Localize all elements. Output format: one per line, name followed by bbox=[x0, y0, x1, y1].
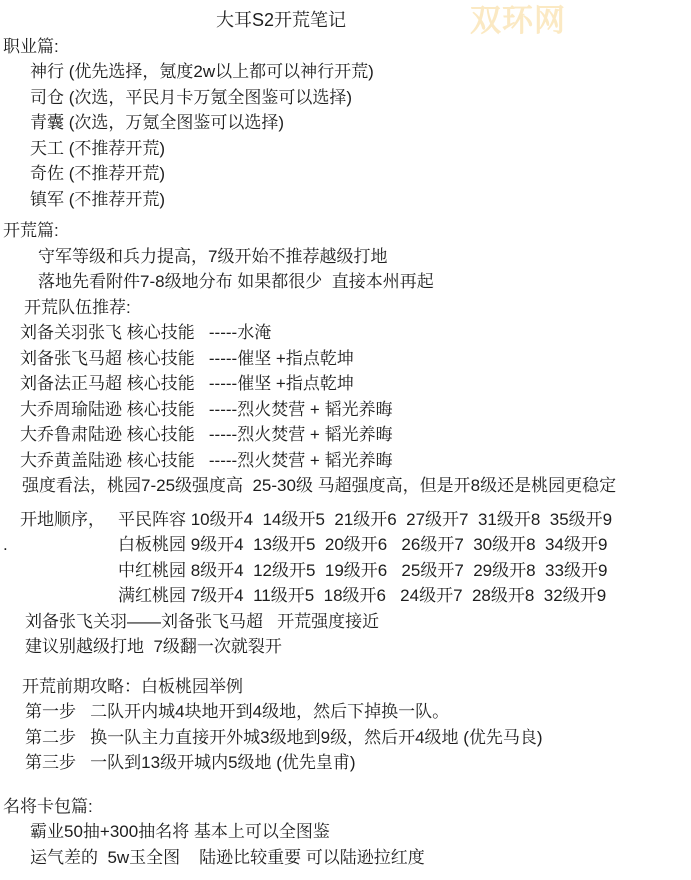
guide-step: 第二步 换一队主力直接开外城3级地到9级，然后开4级地 (优先马良) bbox=[25, 727, 543, 747]
land-order-row bbox=[118, 558, 691, 584]
kaihuang-note: 守军等级和兵力提高，7级开始不推荐越级打地 bbox=[38, 246, 388, 266]
team-line: 大乔周瑜陆逊 核心技能 -----烈火焚营 + 韬光养晦 bbox=[20, 399, 393, 419]
section-gap bbox=[0, 660, 691, 674]
team-recommend-heading: 开荒队伍推荐: bbox=[24, 297, 131, 317]
card-pack-item: 运气差的 5w玉全图 陆逊比较重要 可以陆逊拉红度 bbox=[30, 847, 425, 867]
page-title: 大耳S2开荒笔记 bbox=[215, 10, 347, 30]
land-order-row bbox=[3, 532, 691, 558]
section-heading-profession: 职业篇: bbox=[3, 36, 59, 56]
section-gap bbox=[0, 499, 691, 507]
team-line: 大乔黄盖陆逊 核心技能 -----烈火焚营 + 韬光养晦 bbox=[20, 450, 393, 470]
advice-line: 建议别越级打地 7级翻一次就裂开 bbox=[25, 637, 282, 656]
watermark: 双环网 bbox=[470, 3, 566, 38]
section-heading-card-pack: 名将卡包篇: bbox=[3, 796, 93, 816]
early-guide-heading: 开荒前期攻略：白板桃园举例 bbox=[22, 676, 243, 696]
profession-item-sicang: 司仓 (次选，平民月卡万氪全图鉴可以选择) bbox=[30, 87, 353, 107]
profession-item-tiangong: 天工 (不推荐开荒) bbox=[30, 138, 166, 158]
land-order-values: 中红桃园 8级开4 12级开5 19级开6 25级开7 29级开8 33级开9 bbox=[118, 560, 608, 580]
kaihuang-note: 落地先看附件7-8级地分布 如果都很少 直接本州再起 bbox=[38, 272, 434, 291]
land-order-values: 满红桃园 7级开4 11级开5 18级开6 24级开7 28级开8 32级开9 bbox=[118, 586, 607, 605]
profession-item-qingnang: 青囊 (次选，万氪全图鉴可以选择) bbox=[30, 113, 285, 132]
team-line: 大乔鲁肃陆逊 核心技能 -----烈火焚营 + 韬光养晦 bbox=[20, 425, 393, 444]
land-order-values: 平民阵容 10级开4 14级开5 21级开6 27级开7 31级开8 35级开9 bbox=[118, 509, 613, 529]
team-line: 刘备关羽张飞 核心技能 -----水淹 bbox=[20, 323, 272, 342]
section-gap bbox=[0, 776, 691, 794]
land-order-values: 白板桃园 9级开4 13级开5 20级开6 26级开7 30级开8 34级开9 bbox=[118, 535, 608, 554]
strength-note: 强度看法，桃园7-25级强度高 25-30级 马超强度高，但是开8级还是桃园更稳定 bbox=[22, 476, 617, 495]
team-comparison: 刘备张飞关羽——刘备张飞马超 开荒强度接近 bbox=[25, 611, 380, 631]
land-order-label: 开地顺序， bbox=[20, 509, 105, 529]
guide-step: 第三步 一队到13级开城内5级地 (优先皇甫) bbox=[25, 753, 356, 772]
land-order-row bbox=[20, 507, 691, 533]
card-pack-item: 霸业50抽+300抽名将 基本上可以全图鉴 bbox=[30, 822, 330, 841]
guide-step: 第一步 二队开内城4块地开到4级地，然后下掉换一队。 bbox=[25, 702, 450, 721]
profession-item-qizuo: 奇佐 (不推荐开荒) bbox=[30, 164, 166, 183]
section-heading-kaihuang: 开荒篇: bbox=[3, 221, 59, 240]
profession-item-shenxing: 神行 (优先选择，氪度2w以上都可以神行开荒) bbox=[30, 62, 374, 81]
team-line: 刘备张飞马超 核心技能 -----催坚 +指点乾坤 bbox=[20, 348, 354, 368]
stray-dot: . bbox=[3, 535, 8, 554]
team-line: 刘备法正马超 核心技能 -----催坚 +指点乾坤 bbox=[20, 374, 354, 393]
land-order-row bbox=[118, 583, 691, 609]
profession-item-zhenjun: 镇军 (不推荐开荒) bbox=[30, 189, 166, 209]
